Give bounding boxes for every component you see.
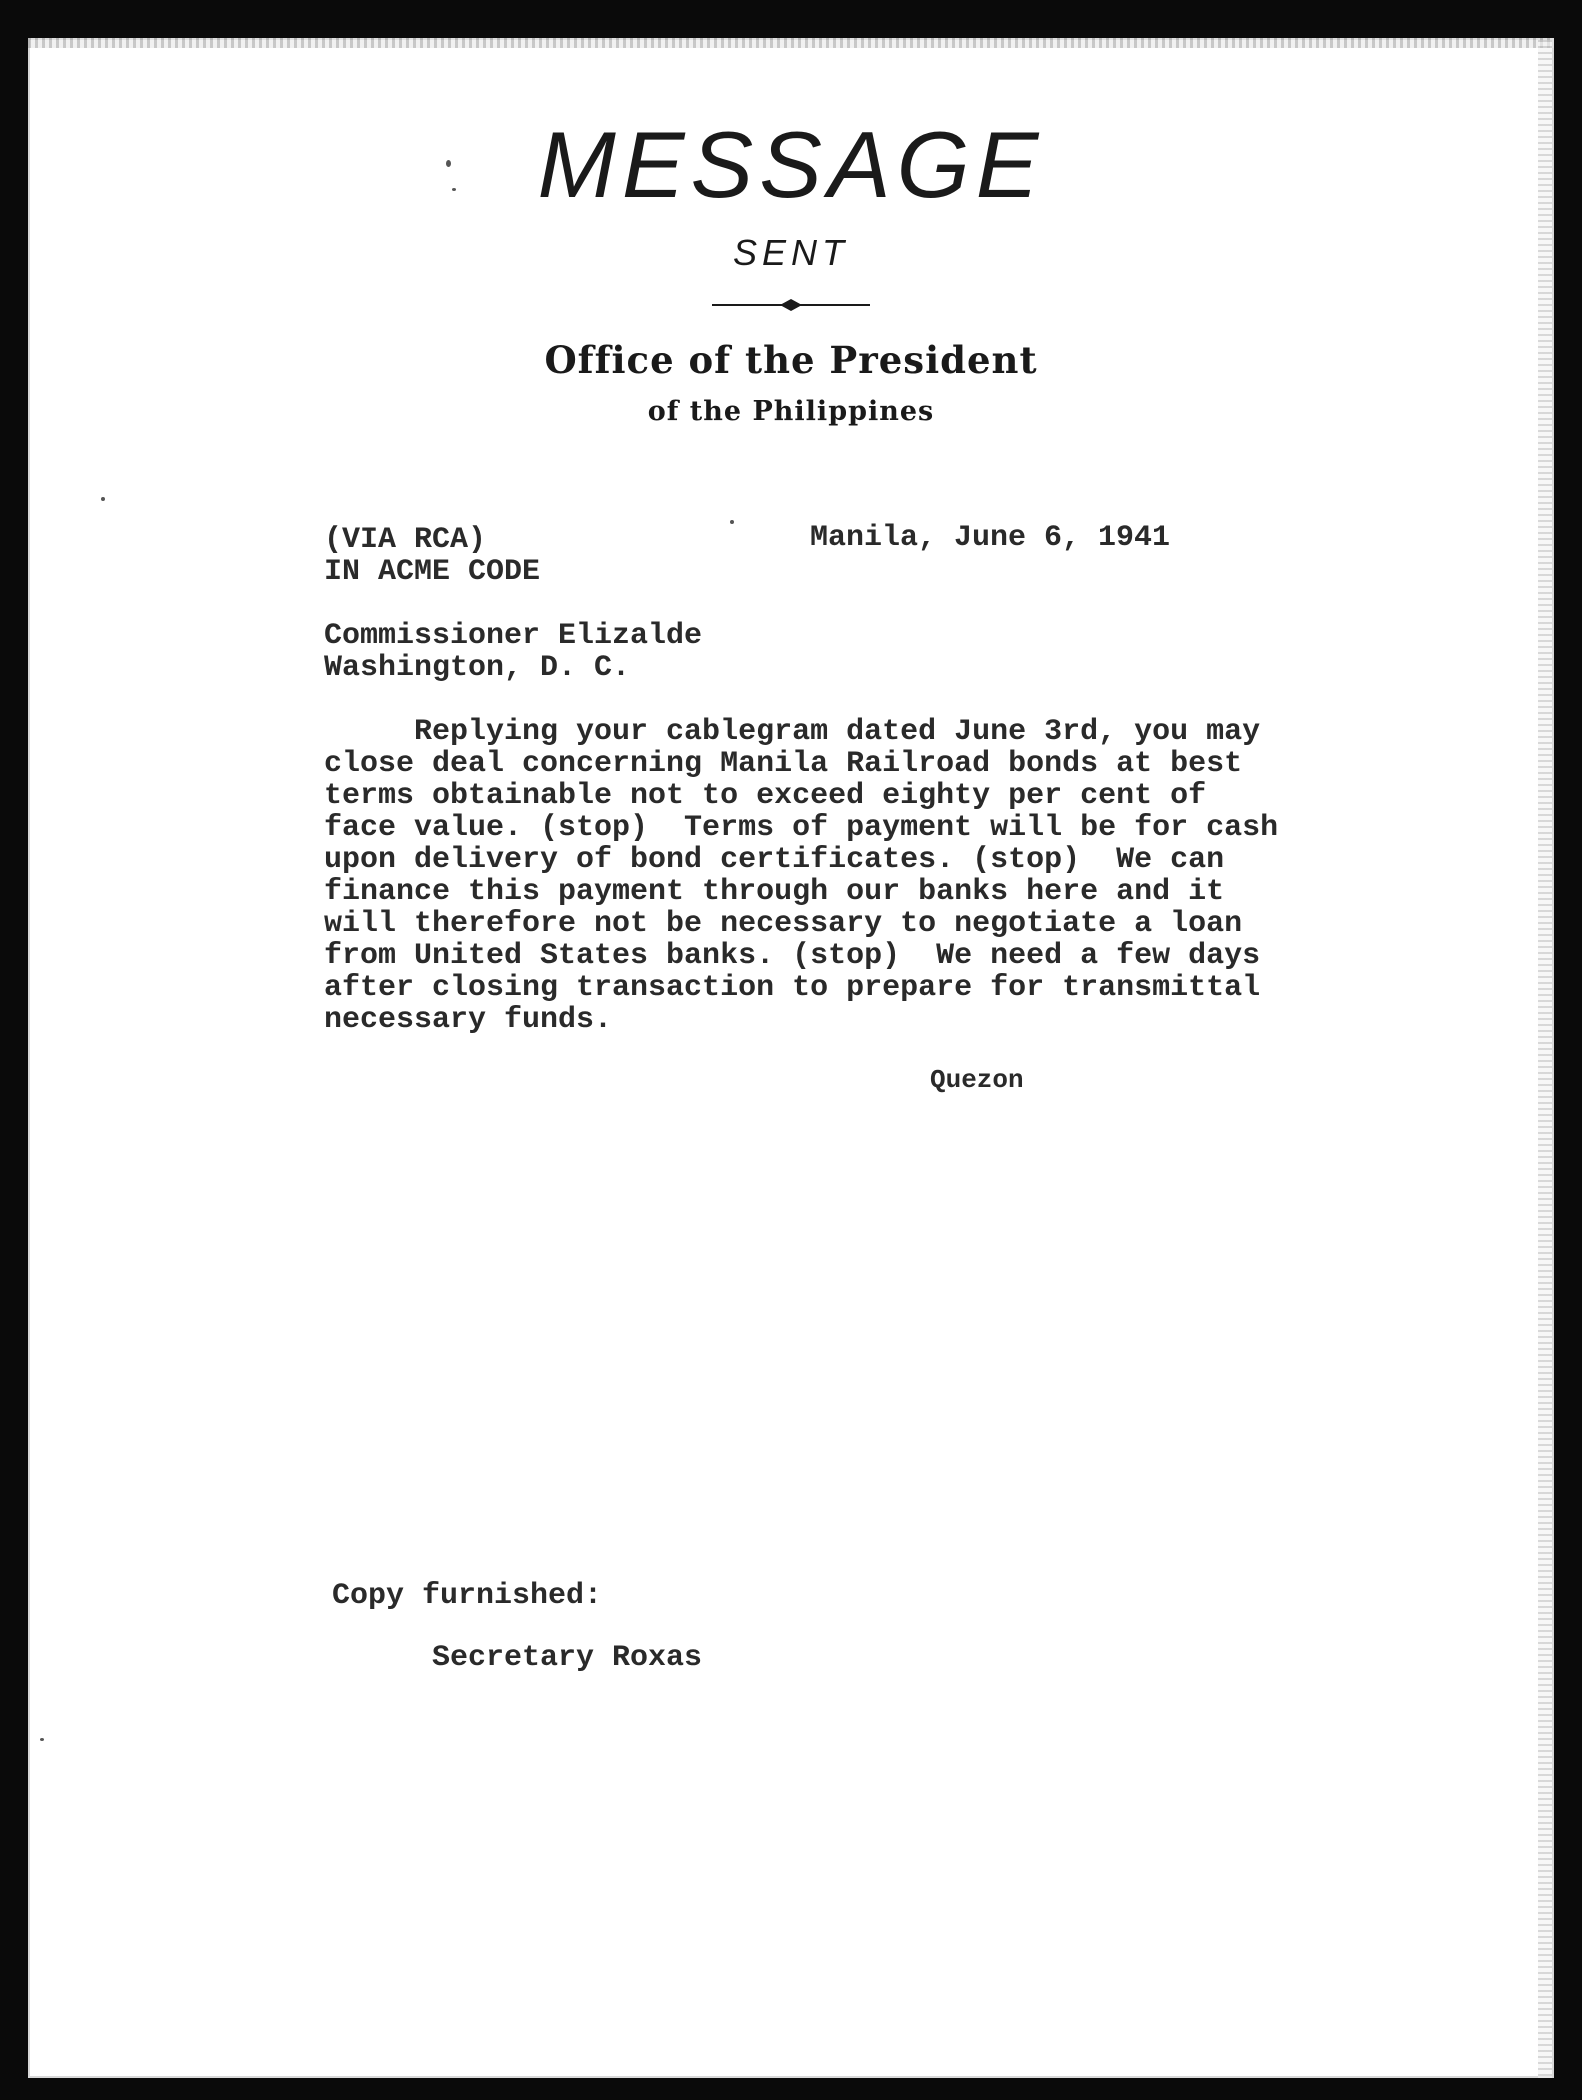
letterhead-subtitle: SENT (732, 232, 849, 273)
letterhead-title: MESSAGE (537, 112, 1045, 217)
body-line-3: terms obtainable not to exceed eighty per cent of (324, 779, 1207, 813)
code-line: IN ACME CODE (324, 555, 541, 589)
body-line-6: finance this payment through our banks here and it (324, 875, 1225, 909)
copy-recipient: Secretary Roxas (432, 1641, 703, 1675)
divider-ornament-icon (712, 296, 870, 314)
scan-speck (730, 520, 734, 524)
scan-speck (101, 497, 105, 501)
place-date: Manila, June 6, 1941 (810, 521, 1171, 555)
body-line-2: close deal concerning Manila Railroad bonds at best (324, 747, 1243, 781)
addressee-location: Washington, D. C. (324, 651, 631, 685)
scan-edge-top (28, 38, 1554, 48)
body-line-5: upon delivery of bond certificates. (stop) We can (324, 843, 1225, 877)
via-line: (VIA RCA) (324, 523, 487, 557)
body-line-1: Replying your cablegram dated June 3rd, you may (324, 715, 1261, 749)
body-line-8: from United States banks. (stop) We need a few days (324, 939, 1261, 973)
scan-speck (40, 1738, 44, 1741)
office-line-1: Office of the President (544, 338, 1038, 382)
scan-speck (446, 160, 451, 167)
office-line-2: of the Philippines (647, 396, 935, 427)
copy-label: Copy furnished: (332, 1579, 603, 1613)
body-line-10: necessary funds. (324, 1003, 613, 1037)
scan-speck (452, 188, 456, 191)
body-line-7: will therefore not be necessary to negotiate a loan (324, 907, 1243, 941)
body-line-4: face value. (stop) Terms of payment will be for cash (324, 811, 1279, 845)
addressee-name: Commissioner Elizalde (324, 619, 703, 653)
signature: Quezon (930, 1065, 1024, 1095)
body-line-9: after closing transaction to prepare for transmittal (324, 971, 1261, 1005)
